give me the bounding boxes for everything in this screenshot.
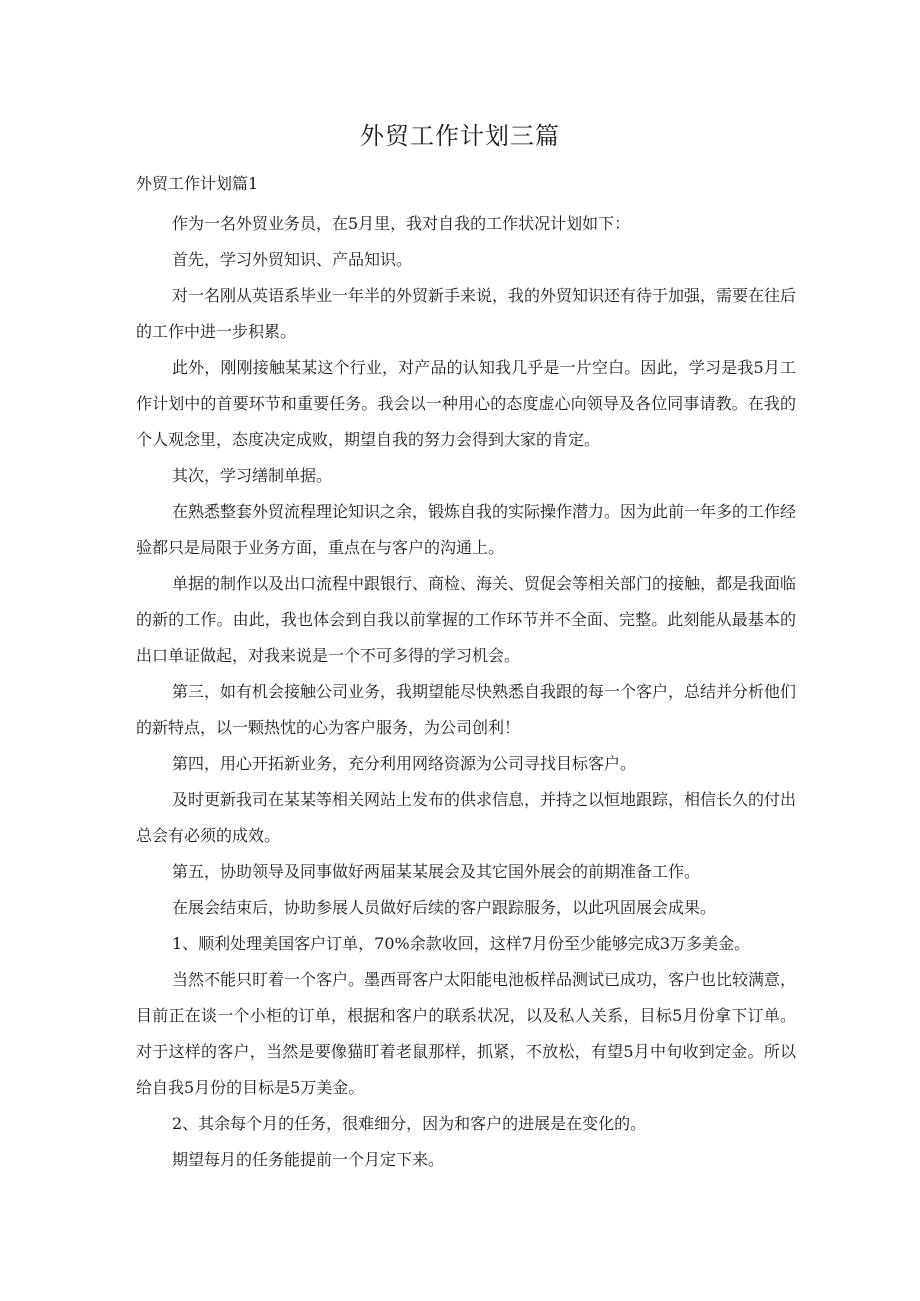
paragraph: 期望每月的任务能提前一个月定下来。	[172, 1150, 445, 1169]
document-body	[136, 170, 796, 1178]
paragraph: 对一名刚从英语系毕业一年半的外贸新手来说，我的外贸知识还有待于加强，需要在往后的工作中进一步积累。	[136, 286, 797, 341]
paragraph: 当然不能只盯着一个客户。墨西哥客户太阳能电池板样品测试已成功，客户也比较满意，目前正在谈一个小柜的订单，根据和客户的联系状况，以及私人关系，目标5月份拿下订单。对于这样的客户，当然是要像猫盯着老鼠那样，抓紧，不放松，有望5月中旬收到定金。所以给自我5月份的目标是5万美金。	[136, 970, 797, 1097]
paragraph: 在熟悉整套外贸流程理论知识之余，锻炼自我的实际操作潜力。因为此前一年多的工作经验都只是局限于业务方面，重点在与客户的沟通上。	[136, 502, 797, 557]
section-heading: 外贸工作计划篇1	[136, 174, 259, 193]
paragraph: 此外，刚刚接触某某这个行业，对产品的认知我几乎是一片空白。因此，学习是我5月工作计划中的首要环节和重要任务。我会以一种用心的态度虚心向领导及各位同事请教。在我的个人观念里，态度决定成败，期望自我的努力会得到大家的肯定。	[136, 358, 796, 449]
paragraph: 在展会结束后，协助参展人员做好后续的客户跟踪服务，以此巩固展会成果。	[172, 898, 717, 917]
paragraph: 作为一名外贸业务员，在5月里，我对自我的工作状况计划如下：	[172, 214, 631, 233]
document-title: 外贸工作计划三篇	[360, 122, 560, 150]
paragraph: 2、其余每个月的任务，很难细分，因为和客户的进展是在变化的。	[172, 1114, 647, 1133]
paragraph: 第五，协助领导及同事做好两届某某展会及其它国外展会的前期准备工作。	[172, 862, 701, 881]
paragraph: 单据的制作以及出口流程中跟银行、商检、海关、贸促会等相关部门的接触，都是我面临的新的工作。由此，我也体会到自我以前掌握的工作环节并不全面、完整。此刻能从最基本的出口单证做起，对我来说是一个不可多得的学习机会。	[136, 574, 797, 665]
paragraph: 及时更新我司在某某等相关网站上发布的供求信息，并持之以恒地跟踪，相信长久的付出总会有必须的成效。	[136, 790, 797, 845]
paragraph: 第三，如有机会接触公司业务，我期望能尽快熟悉自我跟的每一个客户，总结并分析他们的新特点，以一颗热忱的心为客户服务，为公司创利！	[136, 682, 797, 737]
paragraph: 1、顺利处理美国客户订单，70%余款收回，这样7月份至少能够完成3万多美金。	[172, 934, 751, 953]
paragraph: 其次，学习缮制单据。	[172, 466, 333, 485]
paragraph: 第四，用心开拓新业务，充分利用网络资源为公司寻找目标客户。	[172, 754, 637, 773]
paragraph: 首先，学习外贸知识、产品知识。	[172, 250, 413, 269]
